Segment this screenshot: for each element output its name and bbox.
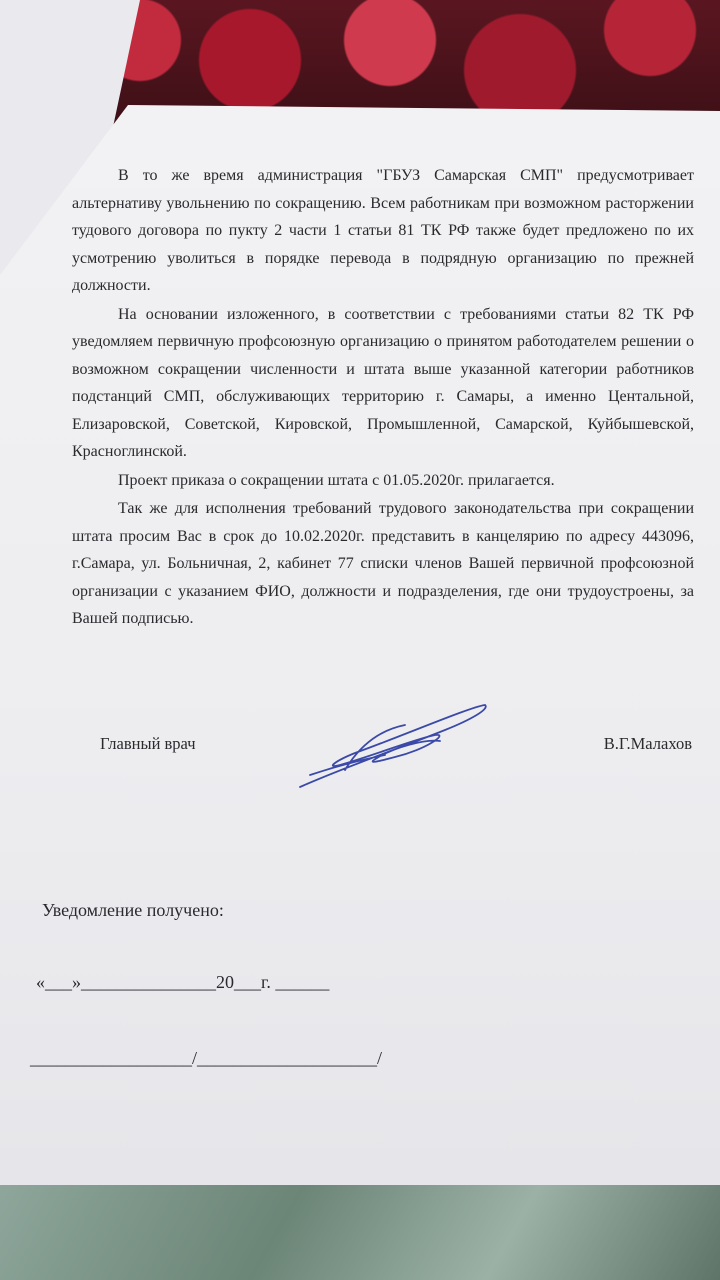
signer-name: В.Г.Малахов <box>603 734 692 753</box>
paragraph-alternative: В то же время администрация "ГБУЗ Самарская СМП" предусмотривает альтернативу увольнению по сокращению. Всем работникам при возможном расторжении тудового договора по пукту 2 части 1 статьи 81 ТК РФ также будет предложено по их усмотрению уволиться в порядке перевода в подрядную организацию по прежней должности. <box>72 167 694 294</box>
paragraph-order-draft: Проект приказа о сокращении штата с 01.05.2020г. прилагается. <box>118 471 555 489</box>
signature-blank-line: __________________/____________________/ <box>30 1048 383 1068</box>
document-body <box>72 162 694 633</box>
notice-received-label: Уведомление получено: <box>42 900 224 920</box>
date-blank-line: «___»_______________20___г. ______ <box>36 972 330 992</box>
paragraph-request: Так же для исполнения требований трудового законодательства при сокращении штата просим Вас в срок до 10.02.2020г. представить в канцелярию по адресу 443096, г.Самара, ул. Больничная, 2, кабинет 77 списки членов Вашей первичной профсоюзной организации с указанием ФИО, должности и подразделения, где они трудоустроены, за Вашей подписью. <box>72 500 694 627</box>
paragraph-notification: На основании изложенного, в соответствии с требованиями статьи 82 ТК РФ уведомляем первичную профсоюзную организацию о принятом работодателем решении о возможном сокращении численности и штата выше указанной категории работников подстанций СМП, обслуживающих территорию г. Самары, а именно Центальной, Елизаровской, Советской, Кировской, Промышленной, Самарской, Куйбышевской, Красноглинской. <box>72 305 694 460</box>
handwritten-signature <box>285 695 495 805</box>
signer-title: Главный врач <box>100 734 196 753</box>
background-bottom <box>0 1170 720 1280</box>
